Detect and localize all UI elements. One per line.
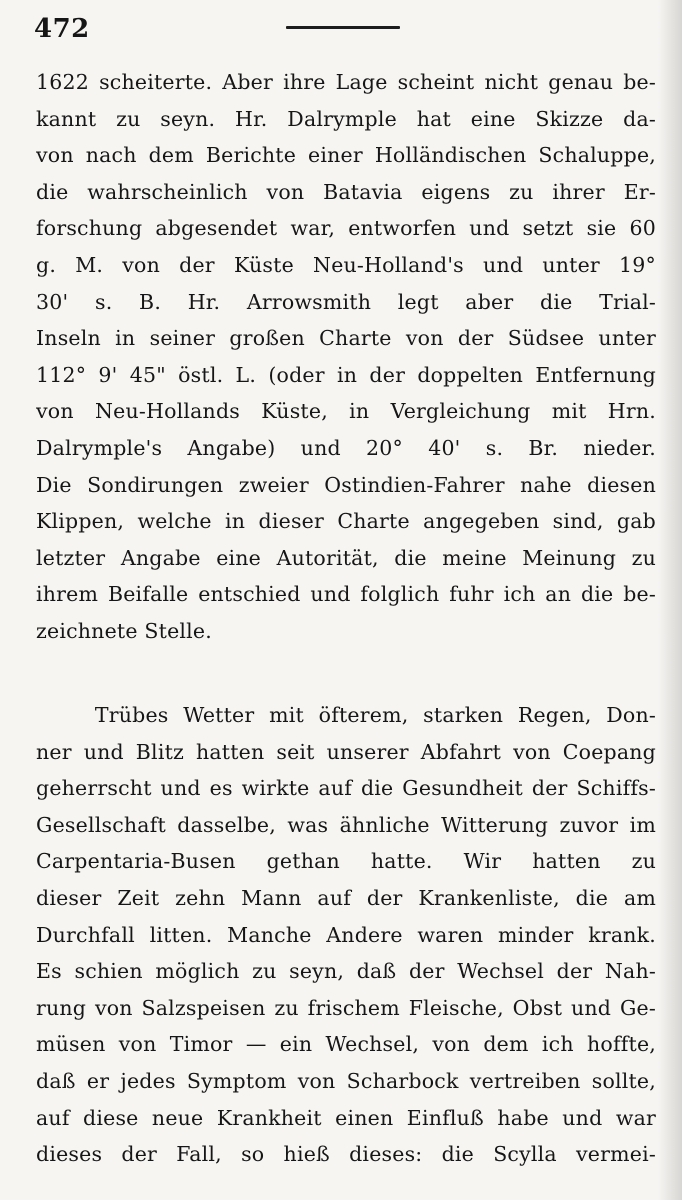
text-line: zeichnete Stelle. [36, 618, 212, 643]
text-line: 1622 scheiterte. Aber ihre Lage scheint nicht genau be- [36, 70, 656, 94]
text-line: kannt zu seyn. Hr. Dalrymple hat eine Skizze da- [36, 106, 656, 131]
text-line: Trübes Wetter mit öfterem, starken Regen, Don- [36, 703, 656, 727]
text-line: dieses der Fall, so hieß dieses: die Scylla vermei- [36, 1142, 656, 1167]
text-line: Klippen, welche in dieser Charte angegeben sind, gab [36, 509, 656, 534]
text-line: g. M. von der Küste Neu-Holland's und unter 19° [36, 252, 656, 277]
text-line: Dalrymple's Angabe) und 20° 40' s. Br. nieder. [36, 435, 656, 460]
text-line: 30' s. B. Hr. Arrowsmith legt aber die Trial- [36, 289, 656, 314]
text-line: geherrscht und es wirkte auf die Gesundheit der Schiffs- [36, 776, 656, 801]
text-line: Die Sondirungen zweier Ostindien-Fahrer nahe diesen [36, 472, 656, 497]
page-number: 472 [34, 14, 90, 44]
paragraph-2 [36, 697, 656, 1173]
text-line: von Neu-Hollands Küste, in Vergleichung mit Hrn. [36, 399, 656, 424]
text-line: Carpentaria-Busen gethan hatte. Wir hatten zu [36, 849, 656, 874]
text-line: auf diese neue Krankheit einen Einfluß habe und war [36, 1105, 656, 1130]
text-line: die wahrscheinlich von Batavia eigens zu ihrer Er- [36, 179, 656, 204]
text-line: Es schien möglich zu seyn, daß der Wechsel der Nah- [36, 959, 656, 984]
text-line: ihrem Beifalle entschied und folglich fuhr ich an die be- [36, 582, 656, 607]
text-line: Gesellschaft dasselbe, was ähnliche Witterung zuvor im [36, 812, 656, 837]
paragraph-1 [36, 64, 656, 650]
page-edge-shadow [658, 0, 682, 1200]
header-rule [286, 26, 400, 29]
text-line: letzter Angabe eine Autorität, die meine Meinung zu [36, 545, 656, 570]
text-line: Inseln in seiner großen Charte von der Südsee unter [36, 326, 656, 351]
text-line: dieser Zeit zehn Mann auf der Krankenliste, die am [36, 885, 656, 910]
text-line: daß er jedes Symptom von Scharbock vertreiben sollte, [36, 1068, 656, 1093]
text-line: müsen von Timor — ein Wechsel, von dem ich hoffte, [36, 1032, 656, 1057]
text-line: rung von Salzspeisen zu frischem Fleische, Obst und Ge- [36, 995, 656, 1020]
text-line: ner und Blitz hatten seit unserer Abfahrt von Coepang [36, 739, 656, 764]
text-line: 112° 9' 45" östl. L. (oder in der doppelten Entfernung [36, 362, 656, 387]
text-line: forschung abgesendet war, entworfen und setzt sie 60 [36, 216, 656, 241]
text-line: von nach dem Berichte einer Holländischen Schaluppe, [36, 143, 656, 168]
text-line: Durchfall litten. Manche Andere waren minder krank. [36, 922, 656, 947]
